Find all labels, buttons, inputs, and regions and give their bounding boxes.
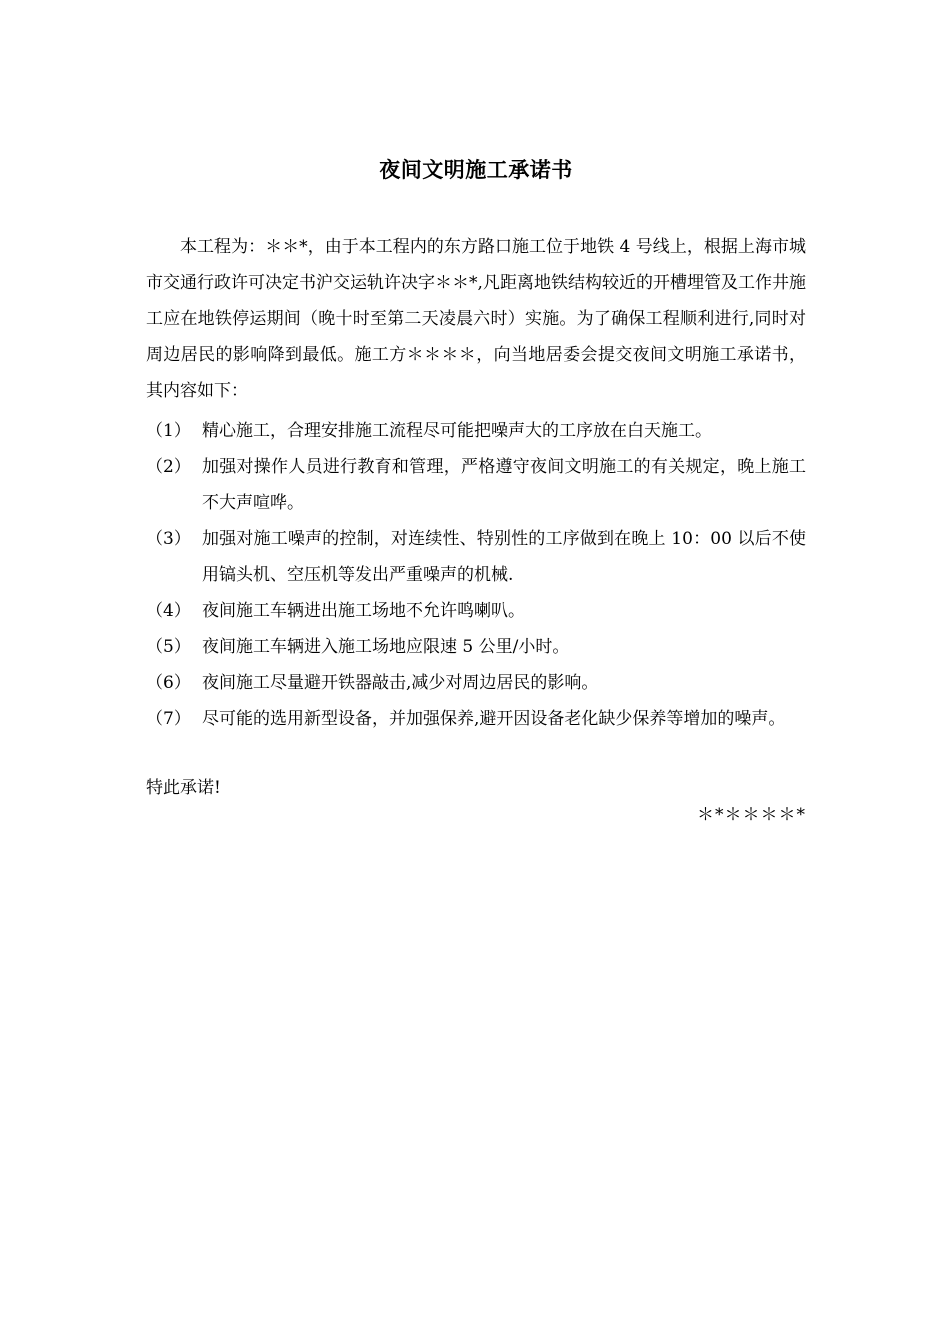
list-item-text: 夜间施工车辆进出施工场地不允许鸣喇叭。 — [202, 601, 525, 621]
list-item — [146, 593, 806, 629]
list-item — [146, 413, 806, 449]
list-item — [146, 629, 806, 665]
list-item — [146, 665, 806, 701]
list-item — [146, 521, 806, 593]
closing-statement: 特此承诺! — [146, 778, 221, 798]
list-item-text: 加强对施工噪声的控制，对连续性、特别性的工序做到在晚上 10：00 以后不使用镐头机、空压机等发出严重噪声的机械. — [202, 529, 806, 585]
list-item-text: 夜间施工车辆进入施工场地应限速 5 公里/小时。 — [202, 637, 570, 657]
list-item-number: （4） — [146, 601, 191, 621]
list-item — [146, 701, 806, 737]
list-item — [146, 449, 806, 521]
list-item-number: （5） — [146, 637, 191, 657]
commitment-list — [146, 413, 806, 737]
list-item-number: （7） — [146, 709, 191, 729]
list-item-text: 加强对操作人员进行教育和管理，严格遵守夜间文明施工的有关规定，晚上施工不大声喧哗。 — [202, 457, 806, 513]
signature: ＊*＊＊＊＊* — [697, 805, 806, 825]
document-title: 夜间文明施工承诺书 — [379, 158, 573, 182]
list-item-text: 精心施工，合理安排施工流程尽可能把噪声大的工序放在白天施工。 — [202, 421, 712, 441]
list-item-number: （1） — [146, 421, 191, 441]
list-item-number: （3） — [146, 529, 191, 549]
list-item-text: 夜间施工尽量避开铁器敲击,减少对周边居民的影响。 — [202, 673, 599, 693]
list-item-number: （6） — [146, 673, 191, 693]
list-item-text: 尽可能的选用新型设备，并加强保养,避开因设备老化缺少保养等增加的噪声。 — [202, 709, 786, 729]
intro-paragraph: 本工程为：＊＊*，由于本工程内的东方路口施工位于地铁 4 号线上，根据上海市城市交通行政许可决定书沪交运轨许决字＊＊*,凡距离地铁结构较近的开槽埋管及工作井施工应在地铁停运期间（晚十时至第二天凌晨六时）实施。为了确保工程顺利进行,同时对周边居民的影响降到最低。施工方＊＊＊＊，向当地居委会提交夜间文明施工承诺书，其内容如下： — [146, 237, 806, 401]
list-item-number: （2） — [146, 457, 191, 477]
